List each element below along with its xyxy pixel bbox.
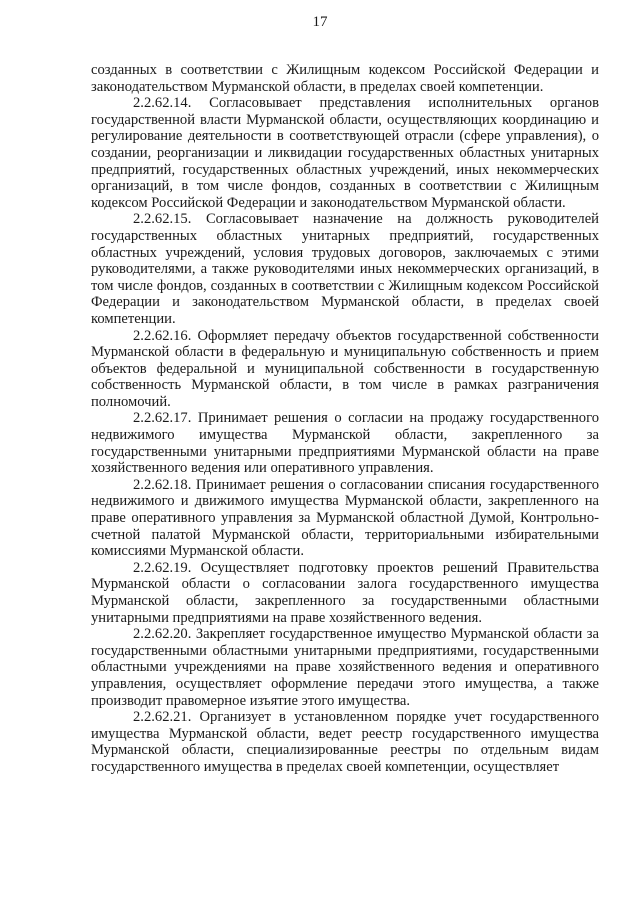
paragraph-2-2-62-19: 2.2.62.19. Осуществляет подготовку проектов решений Правительства Мурманской области о согласовании залога государственного имущества Мурманской области, закрепленного за государственными областными унитарными предприятиями на праве хозяйственного ведения. bbox=[91, 559, 599, 626]
paragraph-2-2-62-16: 2.2.62.16. Оформляет передачу объектов государственной собственности Мурманской области в федеральную и муниципальную собственность и прием объектов федеральной и муниципальной собственности в государственную собственность Мурманской области, в том числе в рамках разграничения полномочий. bbox=[91, 327, 599, 410]
paragraph-2-2-62-14: 2.2.62.14. Согласовывает представления исполнительных органов государственной власти Мурманской области, осуществляющих координацию и регулирование деятельности в соответствующей отрасли (сфере управления), о создании, реорганизации и ликвидации государственных областных унитарных предприятий, государственных областных учреждений, иных некоммерческих организаций, в том числе фондов, созданных в соответствии с Жилищным кодексом Российской Федерации и законодательством Мурманской области. bbox=[91, 95, 599, 211]
paragraph-2-2-62-17: 2.2.62.17. Принимает решения о согласии на продажу государственного недвижимого имущества Мурманской области, закрепленного за государственными унитарными предприятиями Мурманской области на праве хозяйственного ведения или оперативного управления. bbox=[91, 410, 599, 477]
page-number: 17 bbox=[312, 14, 328, 30]
paragraph-2-2-62-15: 2.2.62.15. Согласовывает назначение на должность руководителей государственных областных унитарных предприятий, государственных областных учреждений, условия трудовых договоров, заключаемых с этими руководителями, а также руководителями иных некоммерческих организаций, в том числе фондов, созданных в соответствии с Жилищным кодексом Российской Федерации и законодательством Мурманской области, в пределах своей компетенции. bbox=[91, 211, 599, 327]
paragraph-2-2-62-21: 2.2.62.21. Организует в установленном порядке учет государственного имущества Мурманской области, ведет реестр государственного имущества Мурманской области, специализированные реестры по отдельным видам государственного имущества в пределах своей компетенции, осуществляет bbox=[91, 709, 599, 775]
document-body bbox=[91, 62, 599, 776]
paragraph-2-2-62-20: 2.2.62.20. Закрепляет государственное имущество Мурманской области за государственными областными унитарными предприятиями, государственными областными учреждениями на праве хозяйственного ведения и оперативного управления, осуществляет оформление передачи этого имущества, а также производит правомерное изъятие этого имущества. bbox=[91, 626, 599, 709]
paragraph-2-2-62-18: 2.2.62.18. Принимает решения о согласовании списания государственного недвижимого и движимого имущества Мурманской области, закрепленного на праве оперативного управления за Мурманской областной Думой, Контрольно-счетной палатой Мурманской области, территориальными избирательными комиссиями Мурманской области. bbox=[91, 476, 599, 560]
paragraph-continuation: созданных в соответствии с Жилищным кодексом Российской Федерации и законодательством Мурманской области, в пределах своей компетенции. bbox=[91, 62, 599, 95]
